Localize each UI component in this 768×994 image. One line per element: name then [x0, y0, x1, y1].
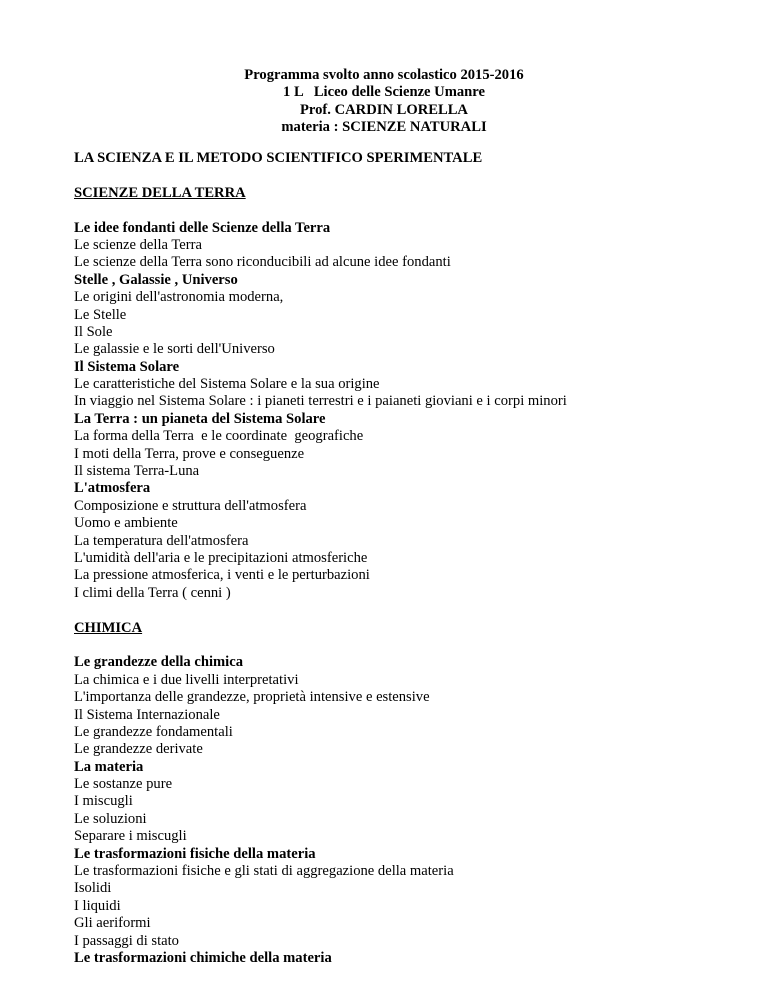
- section-title-scienze-terra: SCIENZE DELLA TERRA: [74, 184, 246, 201]
- topic-item: L'importanza delle grandezze, proprietà intensive e estensive: [74, 689, 430, 706]
- topic-item: Separare i miscugli: [74, 828, 187, 845]
- intro-title: LA SCIENZA E IL METODO SCIENTIFICO SPERIMENTALE: [74, 150, 483, 166]
- topic-item: Le galassie e le sorti dell'Universo: [74, 341, 275, 358]
- topic-heading: La materia: [74, 758, 144, 775]
- topic-heading: La Terra : un pianeta del Sistema Solare: [74, 410, 326, 427]
- document-header: [0, 67, 768, 137]
- section-list-scienze-terra: [74, 220, 754, 603]
- topic-item: Composizione e struttura dell'atmosfera: [74, 497, 307, 514]
- topic-item: Le caratteristiche del Sistema Solare e la sua origine: [74, 376, 380, 393]
- section-list-chimica: [74, 654, 754, 967]
- topic-heading: Le trasformazioni chimiche della materia: [74, 949, 332, 966]
- topic-item: Le soluzioni: [74, 810, 147, 827]
- topic-item: I miscugli: [74, 793, 133, 810]
- topic-item: In viaggio nel Sistema Solare : i pianeti terrestri e i paianeti gioviani e i corpi minori: [74, 393, 567, 410]
- header-line-2: 1 L Liceo delle Scienze Umanre: [283, 84, 485, 101]
- topic-item: Il Sole: [74, 323, 113, 340]
- topic-item: Le trasformazioni fisiche e gli stati di aggregazione della materia: [74, 863, 454, 880]
- topic-item: I climi della Terra ( cenni ): [74, 584, 231, 601]
- section-title-chimica: CHIMICA: [74, 619, 143, 636]
- topic-item: Uomo e ambiente: [74, 515, 178, 532]
- topic-item: Le sostanze pure: [74, 776, 173, 793]
- topic-item: La pressione atmosferica, i venti e le perturbazioni: [74, 567, 370, 584]
- topic-item: Le Stelle: [74, 306, 127, 323]
- topic-item: La forma della Terra e le coordinate geografiche: [74, 428, 364, 445]
- topic-item: Le grandezze fondamentali: [74, 723, 233, 740]
- topic-item: I liquidi: [74, 897, 121, 914]
- topic-item: La temperatura dell'atmosfera: [74, 532, 249, 549]
- topic-item: I passaggi di stato: [74, 932, 179, 949]
- topic-heading: Il Sistema Solare: [74, 358, 180, 375]
- topic-item: La chimica e i due livelli interpretativi: [74, 671, 299, 688]
- topic-item: I moti della Terra, prove e conseguenze: [74, 445, 305, 462]
- topic-item: Il Sistema Internazionale: [74, 706, 220, 723]
- topic-item: Le scienze della Terra: [74, 236, 202, 253]
- topic-heading: Le grandezze della chimica: [74, 654, 244, 671]
- topic-heading: Le idee fondanti delle Scienze della Terra: [74, 219, 331, 236]
- topic-item: Le grandezze derivate: [74, 741, 203, 758]
- topic-heading: L'atmosfera: [74, 480, 151, 497]
- topic-item: L'umidità dell'aria e le precipitazioni atmosferiche: [74, 549, 368, 566]
- topic-item: Gli aeriformi: [74, 915, 151, 932]
- topic-item: Il sistema Terra-Luna: [74, 463, 200, 480]
- topic-item: Isolidi: [74, 880, 112, 897]
- topic-heading: Stelle , Galassie , Universo: [74, 271, 238, 288]
- document-body: [74, 150, 754, 967]
- header-line-1: Programma svolto anno scolastico 2015-2016: [244, 67, 524, 83]
- topic-heading: Le trasformazioni fisiche della materia: [74, 845, 316, 862]
- topic-item: Le origini dell'astronomia moderna,: [74, 289, 284, 306]
- header-line-3: Prof. CARDIN LORELLA: [300, 101, 468, 118]
- header-line-4: materia : SCIENZE NATURALI: [281, 119, 487, 136]
- topic-item: Le scienze della Terra sono riconducibili ad alcune idee fondanti: [74, 254, 451, 271]
